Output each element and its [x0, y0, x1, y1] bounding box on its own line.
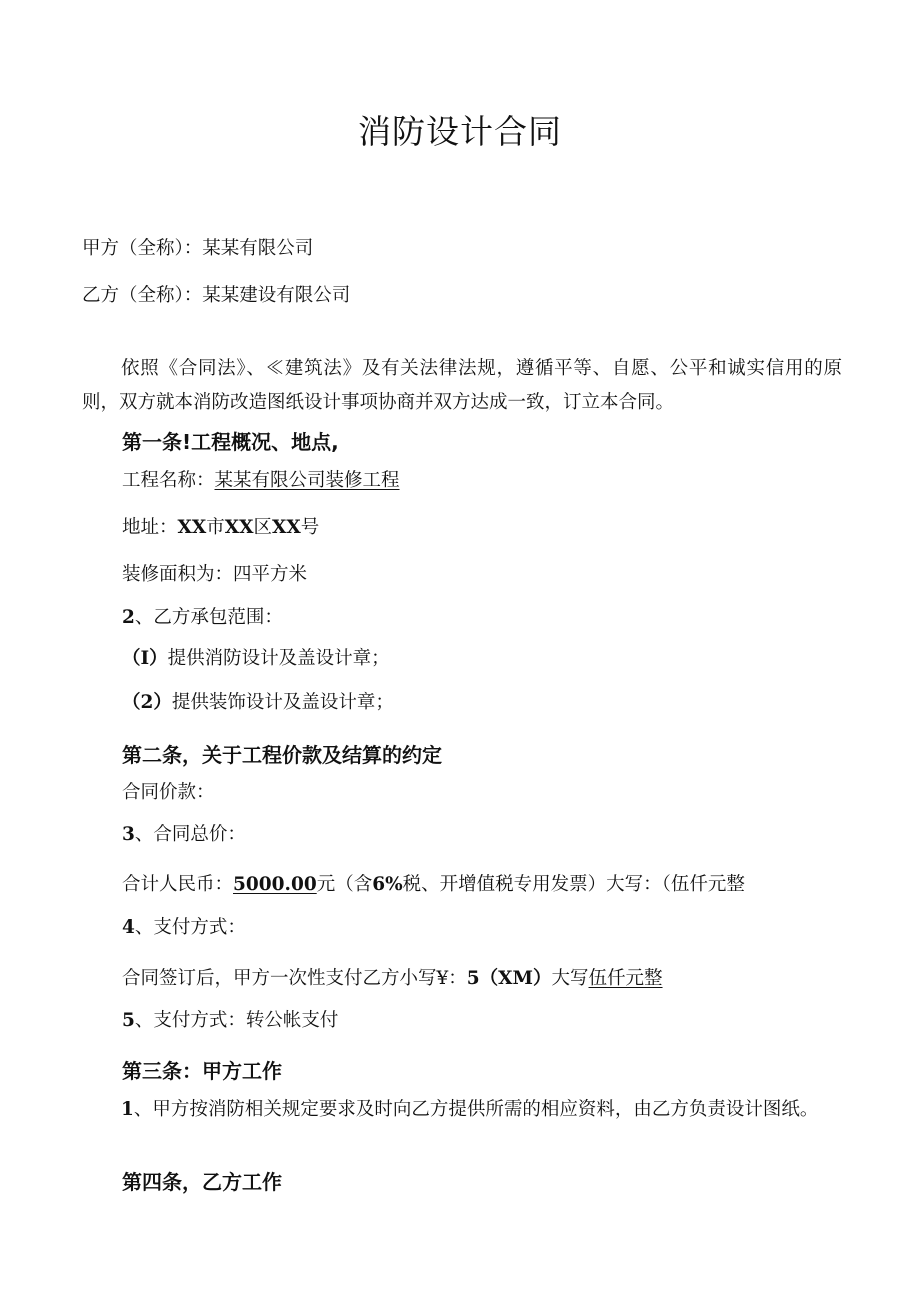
scope-item-2 [122, 691, 394, 715]
party-a-label: 甲方（全称）： [82, 238, 203, 259]
payment-method-number: 5 [122, 1010, 135, 1031]
party-b-value: 某某建设有限公司 [202, 285, 351, 306]
address-xx-2: XX [224, 517, 254, 538]
party-a-value: 某某有限公司 [202, 238, 314, 259]
address-district: 区 [253, 517, 272, 538]
total-price-label: 、合同总价： [134, 824, 246, 845]
address-city: 市 [206, 517, 225, 538]
address-label: 地址： [122, 517, 178, 538]
rmb-rest: 税、开增值税专用发票）大写：（伍仟元整 [402, 874, 745, 895]
rmb-unit: 元（含 [316, 874, 373, 895]
article-3-item-1 [82, 1093, 842, 1127]
payment-big-amount: 伍仟元整 [588, 968, 663, 989]
payment-method-text: 、支付方式：转公帐支付 [134, 1010, 339, 1031]
area-line: 装修面积为：四平方米 [122, 564, 308, 585]
article-3-item-1-number: 1 [121, 1099, 134, 1120]
scope-item-2-number: （2） [122, 692, 172, 713]
party-a-line [82, 237, 313, 261]
scope-item-1-number: （I） [122, 648, 168, 669]
scope-item-1 [122, 647, 390, 671]
party-b-label: 乙方（全称）： [82, 285, 203, 306]
rmb-label: 合计人民币： [122, 874, 234, 895]
intro-paragraph: 依照《合同法》、≪建筑法》及有关法律法规，遵循平等、自愿、公平和诚实信用的原则，双方就本消防改造图纸设计事项协商并双方达成一致，订立本合同。 [82, 358, 842, 413]
payment-heading-line [122, 916, 246, 940]
price-label-line: 合同价款： [122, 782, 215, 803]
address-xx-3: XX [271, 517, 301, 538]
payment-text: 合同签订后，甲方一次性支付乙方小写¥： [122, 968, 467, 989]
party-b-line [82, 284, 350, 308]
article-3-heading: 第三条：甲方工作 [122, 1059, 282, 1083]
scope-label: 、乙方承包范围： [134, 607, 283, 628]
tax-rate: 6% [372, 874, 403, 895]
payment-label: 、支付方式： [134, 917, 246, 938]
project-name-value: 某某有限公司装修工程 [214, 470, 400, 491]
rmb-total-line [122, 873, 745, 897]
article-3-item-1-text: 、甲方按消防相关规定要求及时向乙方提供所需的相应资料，由乙方负责设计图纸。 [133, 1099, 819, 1120]
address-number: 号 [300, 517, 320, 538]
payment-text-line [122, 967, 663, 991]
total-price-number: 3 [122, 824, 135, 845]
article-1-heading: 第一条!工程概况、地点, [122, 430, 339, 454]
article-2-heading: 第二条，关于工程价款及结算的约定 [122, 743, 442, 767]
payment-method-line [122, 1009, 338, 1033]
project-name-line [122, 469, 400, 493]
scope-item-2-text: 提供装饰设计及盖设计章； [171, 692, 394, 713]
payment-number: 4 [122, 917, 135, 938]
project-name-label: 工程名称： [122, 470, 215, 491]
payment-big-label: 大写 [551, 968, 589, 989]
scope-line [122, 606, 283, 630]
payment-small-amount: 5（XM） [466, 968, 552, 989]
address-line [122, 516, 319, 540]
scope-number: 2 [122, 607, 135, 628]
scope-item-1-text: 提供消防设计及盖设计章； [167, 648, 390, 669]
address-xx-1: XX [177, 517, 207, 538]
document-title: 消防设计合同 [358, 112, 562, 151]
article-4-heading: 第四条，乙方工作 [122, 1170, 282, 1194]
rmb-amount: 5000.00 [233, 874, 317, 895]
total-price-line [122, 823, 246, 847]
